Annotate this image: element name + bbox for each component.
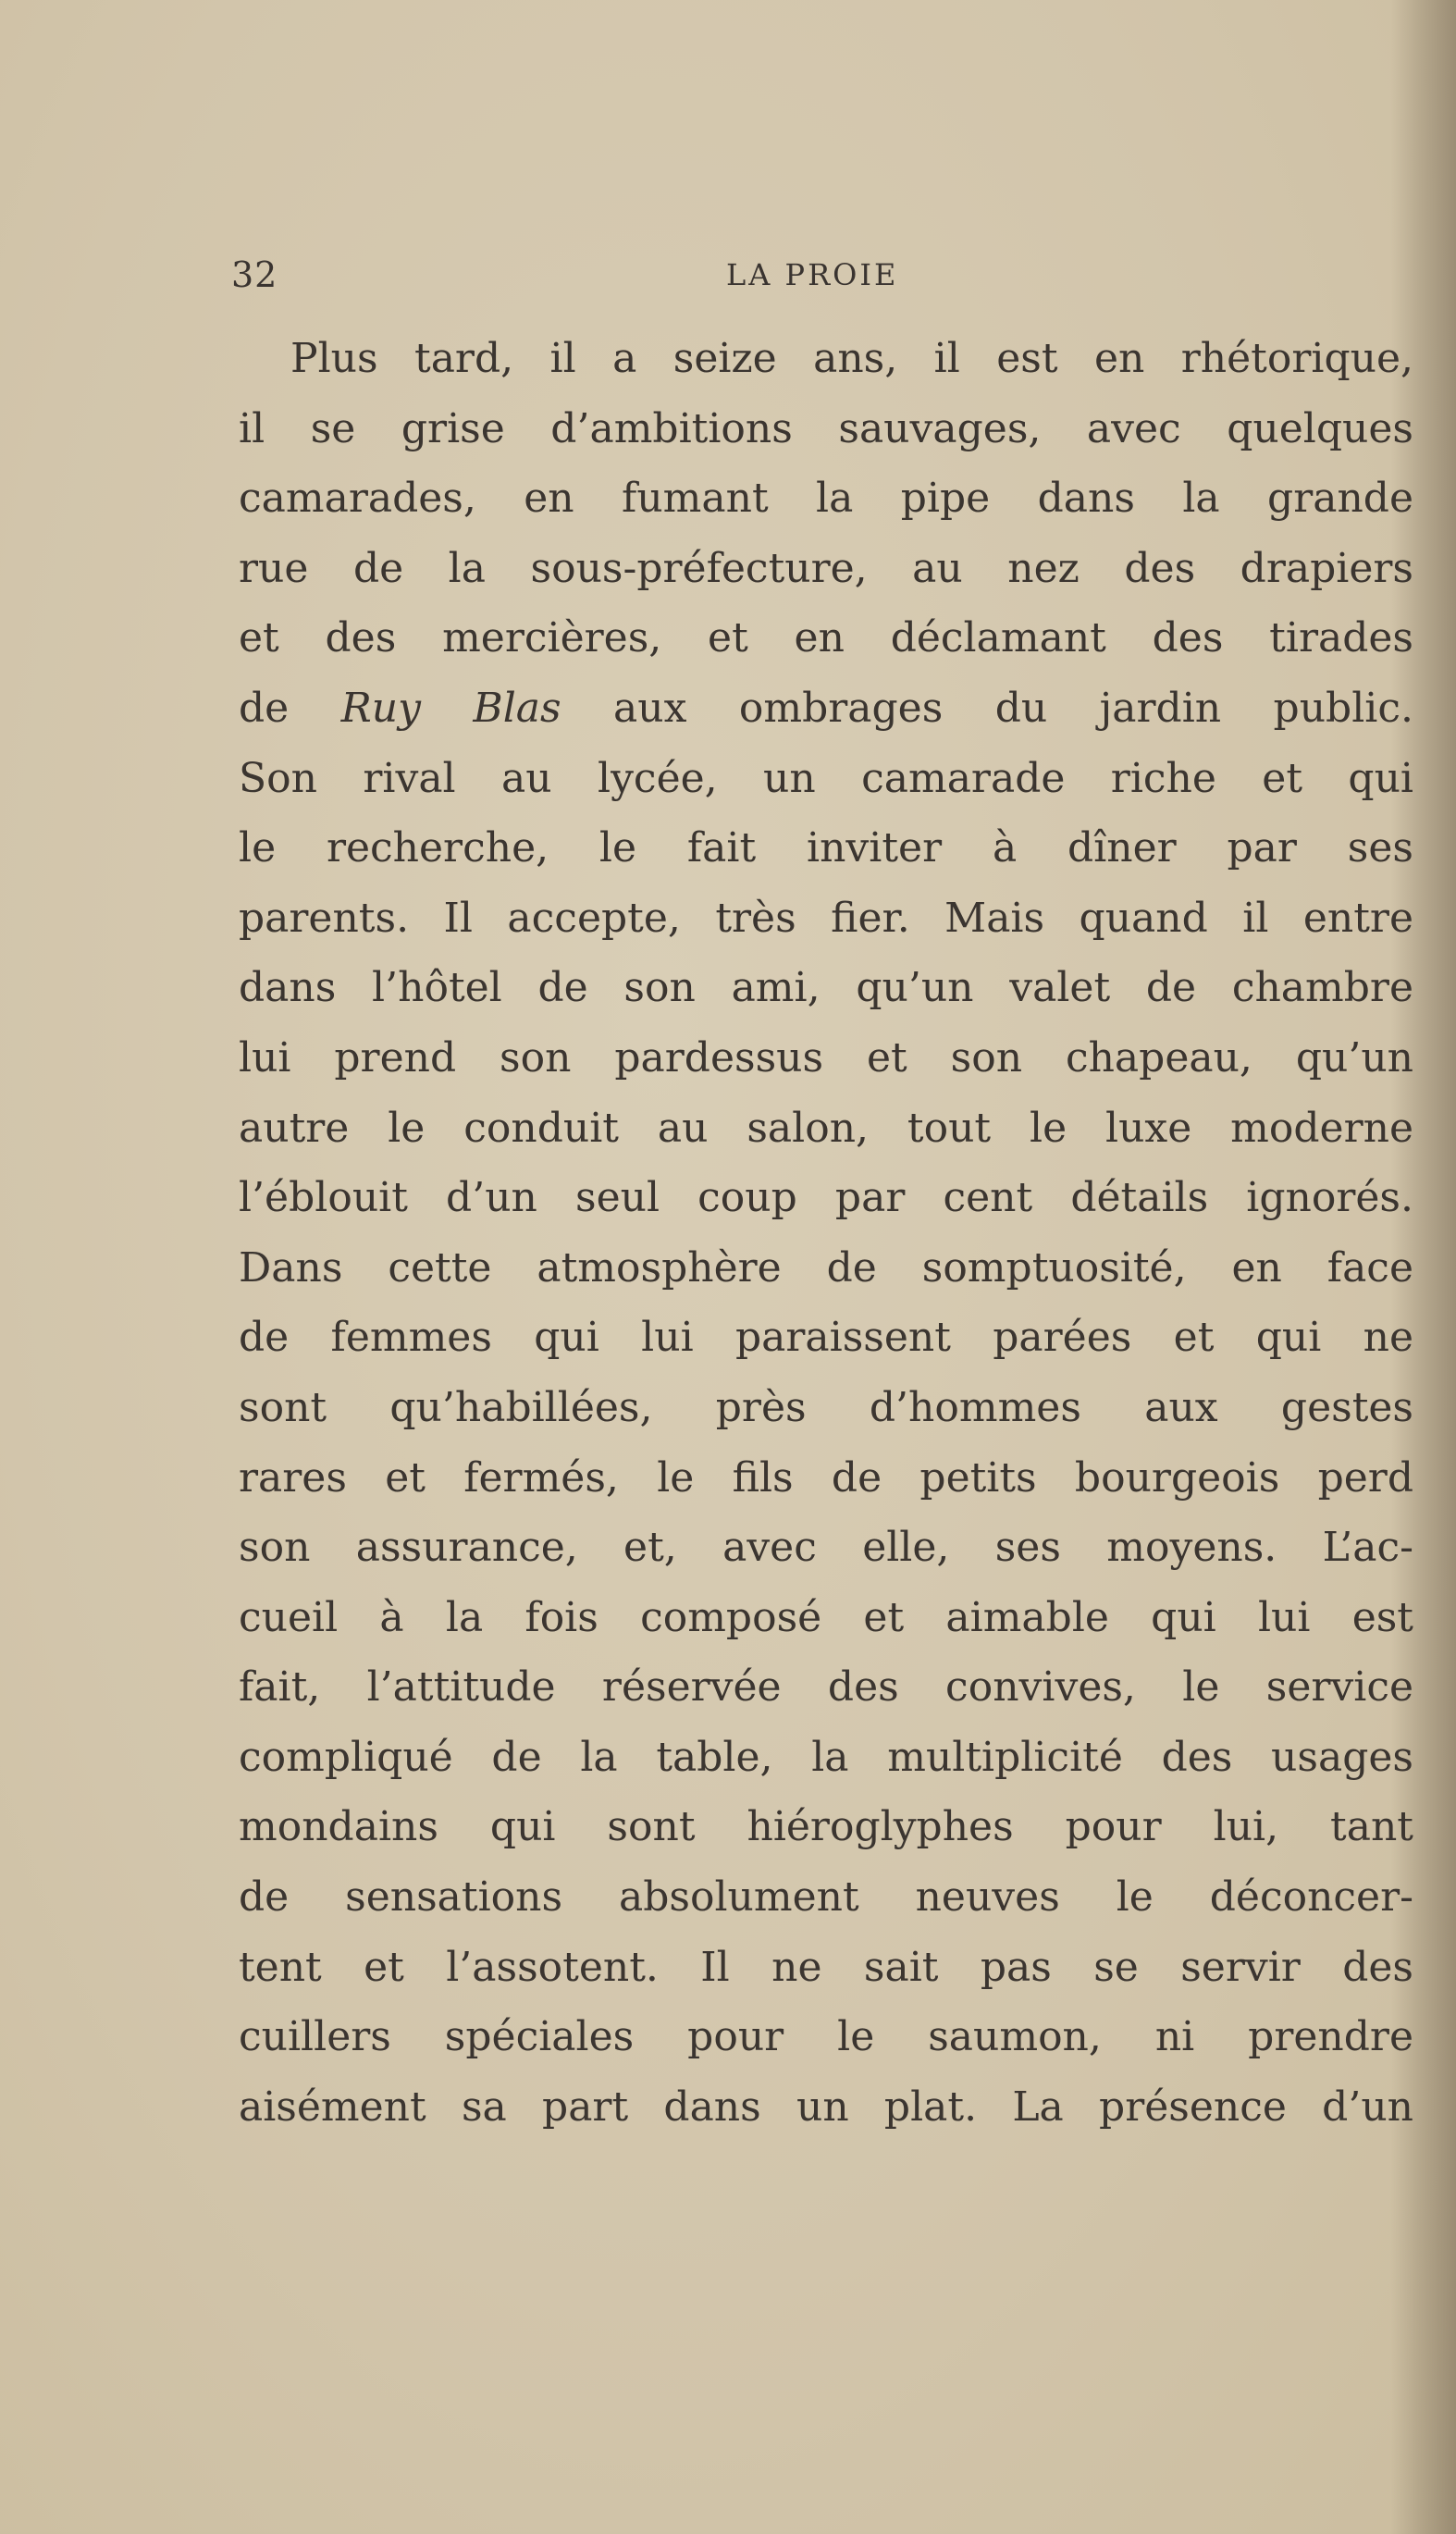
body-text xyxy=(239,324,1413,2142)
text-line: et des mercières, et en déclamant des tirades xyxy=(239,614,1413,662)
text-line: Son rival au lycée, un camarade riche et qui xyxy=(239,754,1413,802)
italic-title: Ruy Blas xyxy=(340,684,561,732)
text-line: fait, l’attitude réservée des convives, le service xyxy=(239,1663,1413,1712)
text-line: Dans cette atmosphère de somptuosité, en face xyxy=(239,1243,1413,1292)
text-line: son assurance, et, avec elle, ses moyens. L’ac- xyxy=(239,1524,1413,1572)
page-number: 32 xyxy=(231,254,278,295)
text-line: l’éblouit d’un seul coup par cent détails ignorés. xyxy=(239,1174,1413,1222)
text-fragment: aux ombrages du jardin public. xyxy=(561,684,1414,732)
text-line: le recherche, le fait inviter à dîner par ses xyxy=(239,824,1413,872)
text-line: compliqué de la table, la multiplicité des usages xyxy=(239,1733,1413,1781)
text-line: il se grise d’ambitions sauvages, avec quelques xyxy=(239,404,1413,452)
text-line: de femmes qui lui paraissent parées et qui ne xyxy=(239,1314,1413,1362)
text-line xyxy=(239,674,1413,744)
text-line: cuillers spéciales pour le saumon, ni prendre xyxy=(239,2013,1413,2061)
text-line: dans l’hôtel de son ami, qu’un valet de chambre xyxy=(239,964,1413,1012)
text-line: de sensations absolument neuves le déconcer- xyxy=(239,1873,1413,1922)
text-line: rue de la sous-préfecture, au nez des drapiers xyxy=(239,544,1413,592)
text-line: aisément sa part dans un plat. La présence d’un xyxy=(239,2083,1413,2131)
text-line: sont qu’habillées, près d’hommes aux gestes xyxy=(239,1383,1413,1431)
text-line: lui prend son pardessus et son chapeau, qu’un xyxy=(239,1033,1413,1082)
text-line: autre le conduit au salon, tout le luxe moderne xyxy=(239,1104,1413,1152)
text-line: mondains qui sont hiéroglyphes pour lui, tant xyxy=(239,1803,1413,1851)
text-line: rares et fermés, le fils de petits bourgeois perd xyxy=(239,1453,1413,1502)
text-line: camarades, en fumant la pipe dans la grande xyxy=(239,475,1413,523)
running-title: LA PROIE xyxy=(726,257,899,292)
text-fragment: de xyxy=(239,684,341,732)
text-line: parents. Il accepte, très fier. Mais quand il entre xyxy=(239,894,1413,942)
text-line: Plus tard, il a seize ans, il est en rhétorique, xyxy=(290,335,1413,382)
text-line: cueil à la fois composé et aimable qui lui est xyxy=(239,1593,1413,1641)
page-header xyxy=(231,252,1413,298)
text-line: tent et l’assotent. Il ne sait pas se servir des xyxy=(239,1943,1413,1991)
